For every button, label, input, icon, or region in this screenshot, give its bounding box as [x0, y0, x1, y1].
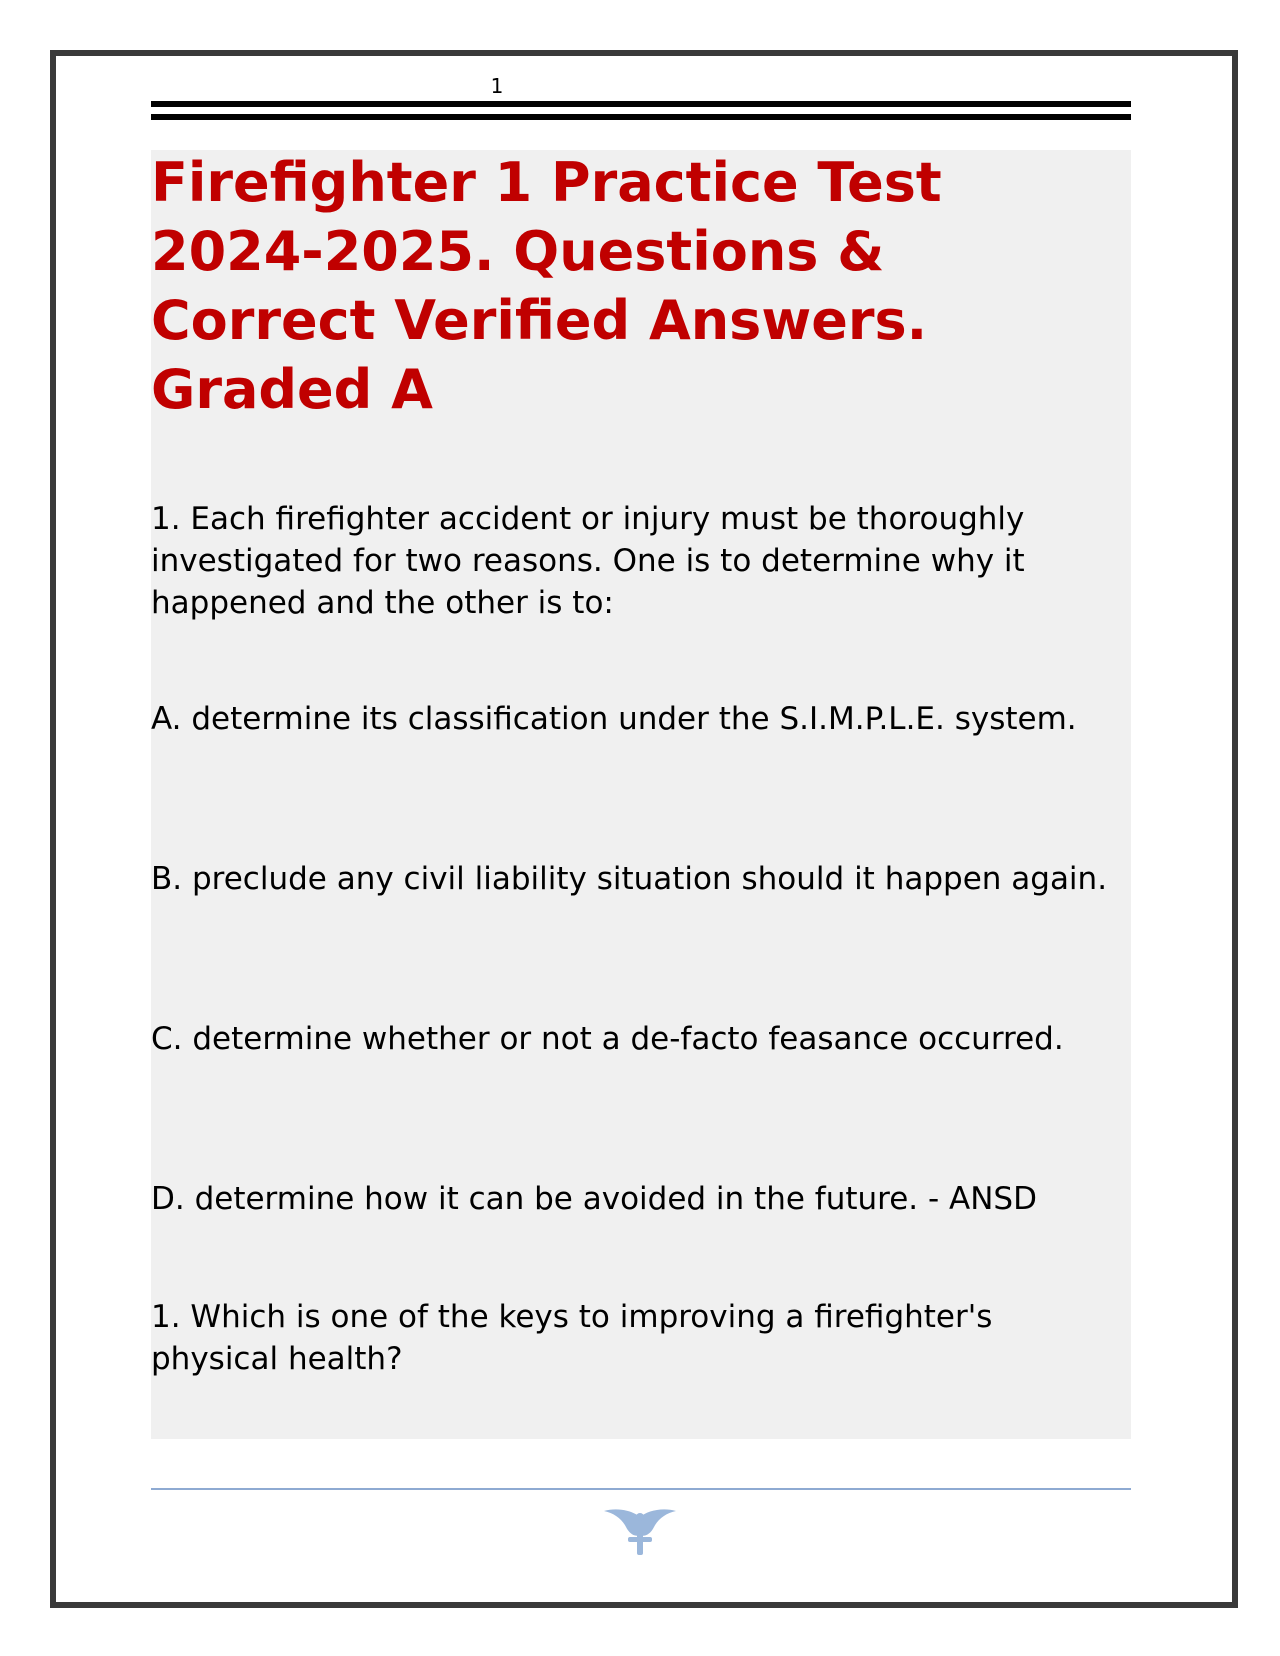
question-1-text: 1. Each firefighter accident or injury must be thoroughly investigated for two reasons. One is to determine why it happened and the other is to: [151, 501, 1025, 621]
header-rule-top [151, 101, 1131, 107]
answer-option-d: D. determine how it can be avoided in the future. - ANSD [151, 1181, 1037, 1217]
answer-option-c: C. determine whether or not a de-facto feasance occurred. [151, 1021, 1064, 1057]
fleur-ornament-icon [600, 1505, 680, 1557]
document-title: Firefighter 1 Practice Test 2024-2025. Questions & Correct Verified Answers. Graded A [151, 151, 942, 421]
question-2-text: 1. Which is one of the keys to improving a firefighter's physical health? [151, 1299, 993, 1377]
footer-rule [151, 1488, 1131, 1490]
page-number: 1 [490, 74, 504, 98]
answer-option-a: A. determine its classification under the S.I.M.P.L.E. system. [151, 701, 1077, 737]
header-rule-bottom [151, 114, 1131, 120]
answer-option-b: B. preclude any civil liability situation should it happen again. [151, 861, 1108, 897]
